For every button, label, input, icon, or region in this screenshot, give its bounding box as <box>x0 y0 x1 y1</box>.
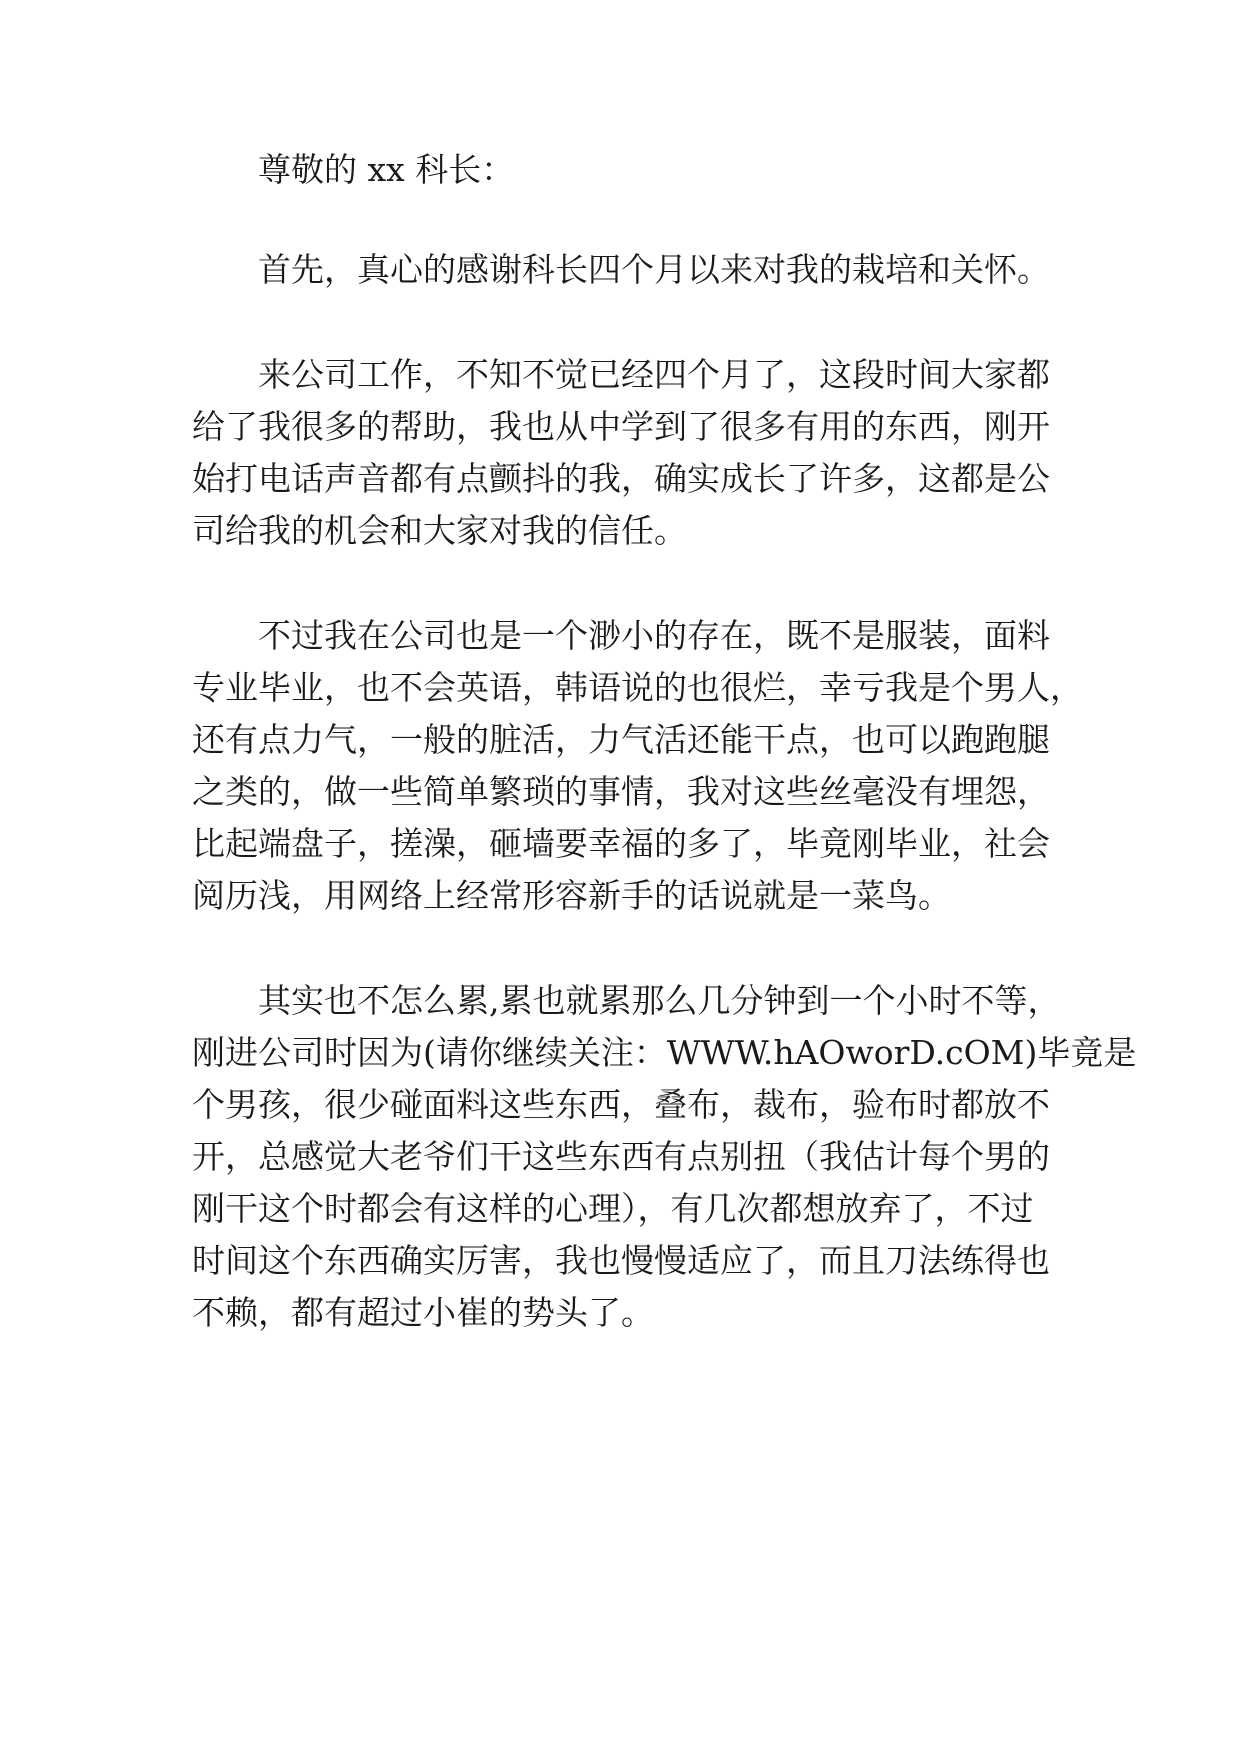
paragraph-3-line-2: 专业毕业，也不会英语，韩语说的也很烂，幸亏我是个男人， <box>192 668 1083 707</box>
paragraph-3-line-6: 阅历浅，用网络上经常形容新手的话说就是一菜鸟。 <box>192 876 951 915</box>
paragraph-2-line-1: 来公司工作，不知不觉已经四个月了，这段时间大家都 <box>258 355 1050 394</box>
paragraph-1-line-1: 首先，真心的感谢科长四个月以来对我的栽培和关怀。 <box>258 250 1050 289</box>
paragraph-4-line-7: 不赖，都有超过小崔的势头了。 <box>192 1293 654 1332</box>
paragraph-3-line-1: 不过我在公司也是一个渺小的存在，既不是服装，面料 <box>258 616 1050 655</box>
paragraph-4-line-4: 开，总感觉大老爷们干这些东西有点别扭（我估计每个男的 <box>192 1137 1050 1176</box>
salutation: 尊敬的 xx 科长： <box>258 150 515 189</box>
paragraph-2-line-4: 司给我的机会和大家对我的信任。 <box>192 511 687 550</box>
paragraph-4-line-5: 刚干这个时都会有这样的心理），有几次都想放弃了，不过 <box>192 1189 1034 1228</box>
paragraph-2-line-2: 给了我很多的帮助，我也从中学到了很多有用的东西，刚开 <box>192 407 1050 446</box>
paragraph-4-line-3: 个男孩，很少碰面料这些东西，叠布，裁布，验布时都放不 <box>192 1085 1050 1124</box>
paragraph-3-line-5: 比起端盘子，搓澡，砸墙要幸福的多了，毕竟刚毕业，社会 <box>192 824 1050 863</box>
paragraph-4-line-2: 刚进公司时因为(请你继续关注：WWW.hAOworD.cOM)毕竟是 <box>192 1033 1137 1072</box>
paragraph-3-line-3: 还有点力气，一般的脏活，力气活还能干点，也可以跑跑腿 <box>192 720 1050 759</box>
paragraph-4-line-6: 时间这个东西确实厉害，我也慢慢适应了，而且刀法练得也 <box>192 1241 1050 1280</box>
paragraph-3-line-4: 之类的，做一些简单繁琐的事情，我对这些丝毫没有埋怨， <box>192 772 1050 811</box>
paragraph-2-line-3: 始打电话声音都有点颤抖的我，确实成长了许多，这都是公 <box>192 459 1050 498</box>
paragraph-4-line-1: 其实也不怎么累,累也就累那么几分钟到一个小时不等， <box>258 981 1061 1020</box>
